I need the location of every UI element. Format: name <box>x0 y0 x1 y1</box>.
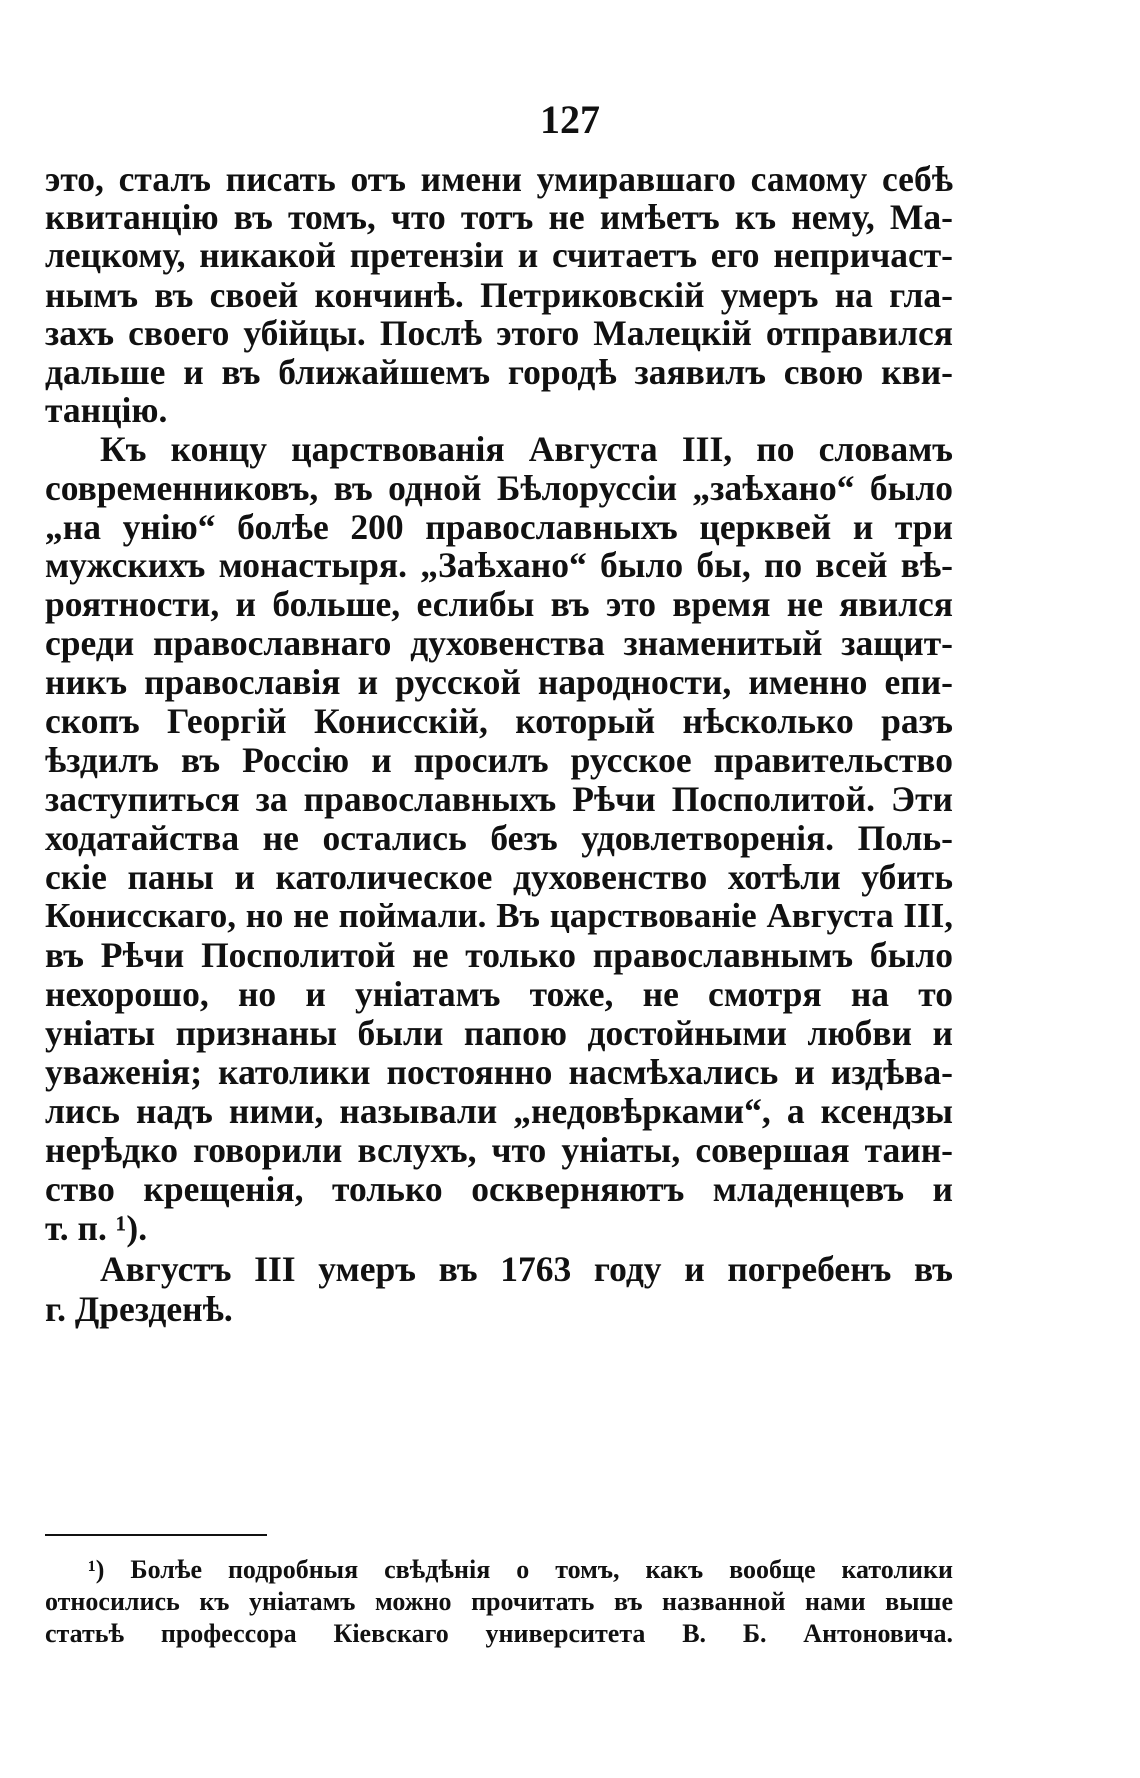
text-line-6: дальше и въ ближайшемъ городѣ заявилъ свою кви- <box>45 352 953 392</box>
text-line-10: „на унію“ болѣе 200 православныхъ церквей и три <box>45 507 953 547</box>
text-line-17: заступиться за православныхъ Рѣчи Посполитой. Эти <box>45 779 953 819</box>
footnote-line-1: ¹) Болѣе подробныя свѣдѣнія о томъ, какъ вообще католики <box>88 1555 953 1584</box>
text-line-23: уніаты признаны были папою достойными любви и <box>45 1013 953 1053</box>
text-line-18: ходатайства не остались безъ удовлетворенія. Поль- <box>45 818 953 858</box>
text-line-30: г. Дрезденѣ. <box>45 1289 233 1329</box>
text-line-24: уваженія; католики постоянно насмѣхались и издѣва- <box>45 1052 953 1092</box>
text-line-11: мужскихъ монастыря. „Заѣхано“ было бы, по всей вѣ- <box>45 545 953 585</box>
footnote-rule <box>45 1534 267 1536</box>
text-line-27: ство крещенія, только оскверняютъ младенцевъ и <box>45 1169 953 1209</box>
footnote-line-2: относились къ уніатамъ можно прочитать въ названной нами выше <box>45 1587 953 1616</box>
text-line-28: т. п. ¹). <box>45 1208 148 1248</box>
text-line-25: лись надъ ними, называли „недовѣрками“, а ксендзы <box>45 1091 953 1131</box>
text-line-12: роятности, и больше, еслибы въ это время не явился <box>45 584 953 624</box>
text-line-22: нехорошо, но и уніатамъ тоже, не смотря на то <box>45 974 953 1014</box>
page-number: 127 <box>540 97 600 142</box>
text-line-4: нымъ въ своей кончинѣ. Петриковскій умеръ на гла- <box>45 275 953 315</box>
text-line-8: Къ концу царствованія Августа III, по словамъ <box>100 429 953 469</box>
text-line-2: квитанцію въ томъ, что тотъ не имѣетъ къ нему, Ма- <box>45 197 953 237</box>
text-line-14: никъ православія и русской народности, именно епи- <box>45 662 953 702</box>
text-line-1: это, сталъ писать отъ имени умиравшаго самому себѣ <box>45 159 953 199</box>
text-line-5: захъ своего убійцы. Послѣ этого Малецкій отправился <box>45 313 953 353</box>
text-line-13: среди православнаго духовенства знаменитый защит- <box>45 623 953 663</box>
text-line-26: нерѣдко говорили вслухъ, что уніаты, совершая таин- <box>45 1130 953 1170</box>
text-line-21: въ Рѣчи Посполитой не только православнымъ было <box>45 935 953 975</box>
text-line-3: лецкому, никакой претензіи и считаетъ его непричаст- <box>45 235 953 275</box>
text-line-9: современниковъ, въ одной Бѣлоруссіи „заѣхано“ было <box>45 468 953 508</box>
text-line-16: ѣздилъ въ Россію и просилъ русское правительство <box>45 740 953 780</box>
text-line-29: Августъ III умеръ въ 1763 году и погребенъ въ <box>100 1249 953 1289</box>
text-line-15: скопъ Георгій Конисскій, который нѣсколько разъ <box>45 701 953 741</box>
footnote-line-3: статьѣ профессора Кіевскаго университета В. Б. Антоновича. <box>45 1619 953 1648</box>
text-line-19: скіе паны и католическое духовенство хотѣли убить <box>45 857 953 897</box>
text-line-20: Конисскаго, но не поймали. Въ царствованіе Августа III, <box>45 896 953 935</box>
text-line-7: танцію. <box>45 390 168 430</box>
